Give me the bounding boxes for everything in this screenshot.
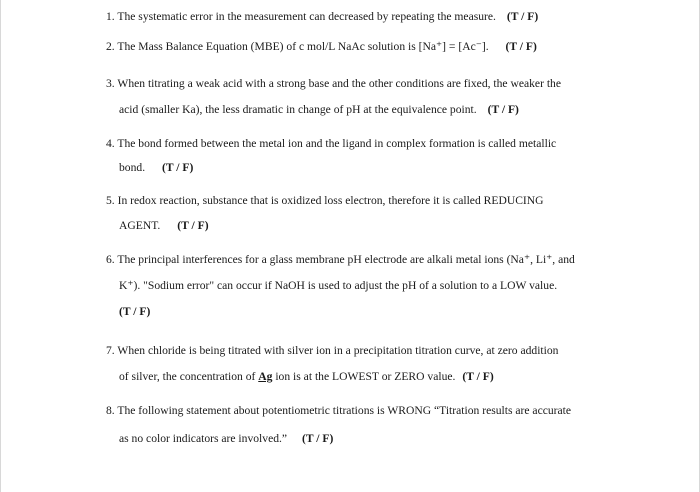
question-2-tf: (T / F) [505,40,537,53]
question-4-tf: (T / F) [162,161,194,174]
question-5-tf: (T / F) [177,219,209,232]
question-7-text-2a: of silver, the concentration of [119,370,259,383]
question-1-text: 1. The systematic error in the measurement can decreased by repeating the measure. [106,10,496,23]
question-1-tf: (T / F) [506,10,539,23]
question-7-tf: (T / F) [462,370,494,383]
question-4-text-2: bond. [119,161,146,174]
question-8-line-2 [119,432,333,446]
question-7-line-2 [119,370,494,384]
question-6-text-2: K⁺). "Sodium error" can occur if NaOH is used to adjust the pH of a solution to a LOW value. [119,279,558,292]
question-8-tf: (T / F) [301,432,334,445]
question-3-tf: (T / F) [487,103,519,116]
question-3-text-1: 3. When titrating a weak acid with a strong base and the other conditions are fixed, the weaker the [106,77,562,90]
question-5-text-1: 5. In redox reaction, substance that is oxidized loss electron, therefore it is called REDUCING [106,194,544,207]
question-2-text: 2. The Mass Balance Equation (MBE) of c mol/L NaAc solution is [Na⁺] = [Ac⁻]. [106,40,489,53]
question-5-text-2: AGENT. [119,219,161,232]
question-6-tf: (T / F) [119,305,151,318]
question-6-text-1: 6. The principal interferences for a glass membrane pH electrode are alkali metal ions (Na⁺, Li⁺, and [106,253,575,266]
question-6-line-1 [106,253,575,267]
question-5-line-1 [106,194,544,208]
question-7-text-2b: ion is at the LOWEST or ZERO value. [272,370,456,383]
question-2 [106,40,537,54]
question-8-line-1 [106,404,571,418]
question-6-line-2 [119,279,557,293]
question-4-line-1 [106,137,556,151]
question-1 [106,10,538,24]
question-3-text-2: acid (smaller Ka), the less dramatic in change of pH at the equivalence point. [119,103,477,116]
question-4-line-2 [119,161,193,175]
question-7-silver-symbol: Ag [258,370,273,383]
question-3-line-2 [119,103,519,117]
question-4-text-1: 4. The bond formed between the metal ion and the ligand in complex formation is called metallic [106,137,557,150]
question-3-line-1 [106,77,561,91]
question-7-text-1: 7. When chloride is being titrated with silver ion in a precipitation titration curve, at zero addition [106,344,559,357]
question-8-text-1: 8. The following statement about potentiometric titrations is WRONG “Titration results are accurate [106,404,572,417]
question-7-line-1 [106,344,558,358]
question-5-line-2 [119,219,209,233]
question-6-line-3 [119,305,150,319]
question-8-text-2: as no color indicators are involved.” [119,432,288,445]
